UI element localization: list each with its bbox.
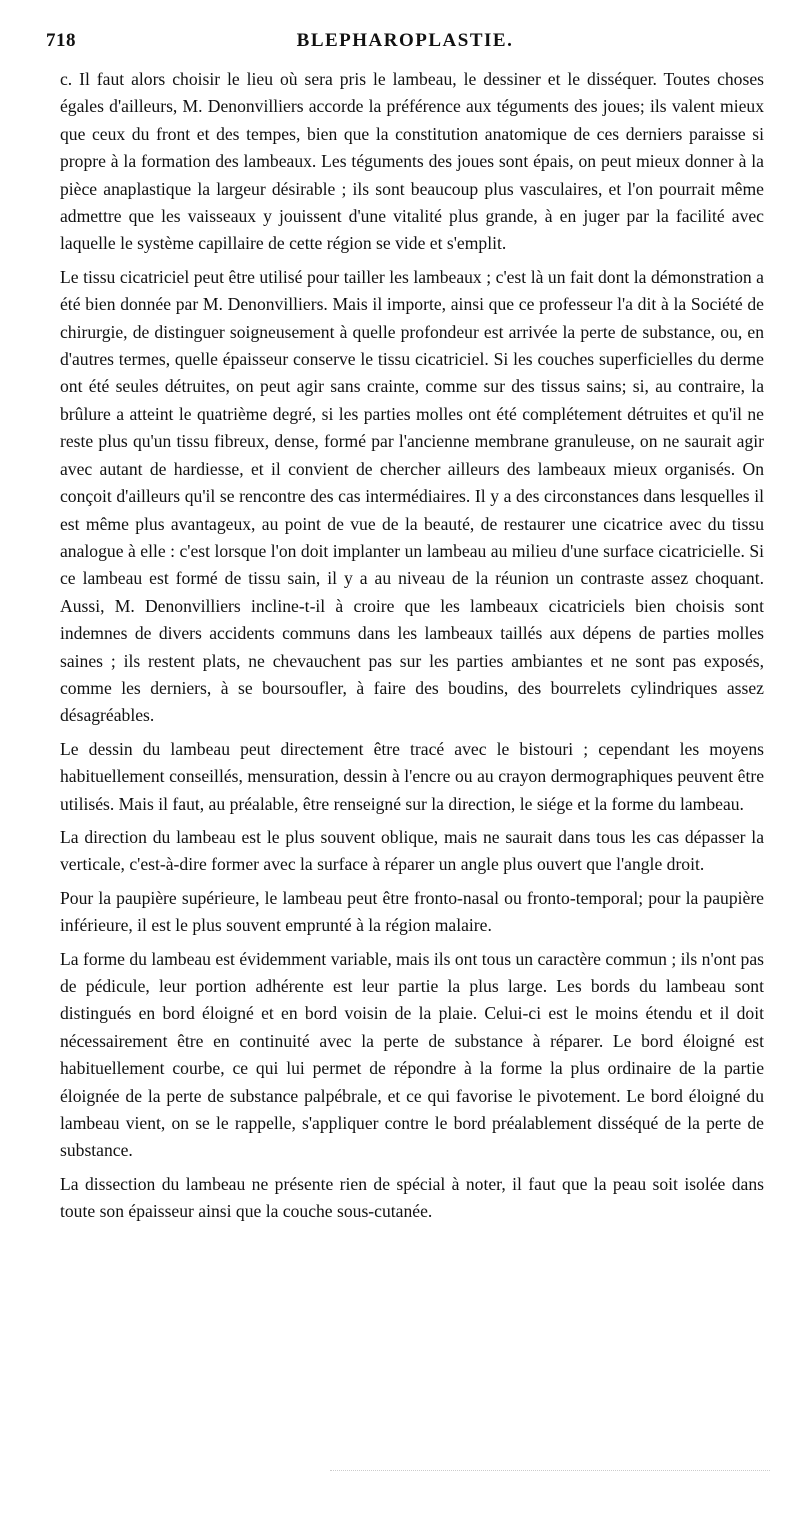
running-title: BLEPHAROPLASTIE. — [296, 30, 514, 51]
paragraph-direction-lambeau: La direction du lambeau est le plus souvent oblique, mais ne saurait dans tous les cas dépasser la verticale, c'est-à-dire former avec la surface à réparer un angle plus ouvert que l'angle droit. — [60, 826, 764, 875]
paragraph-dessin-lambeau: Le dessin du lambeau peut directement être tracé avec le bistouri ; cependant les moyens habituellement conseillés, mensuration, dessin à l'encre ou au crayon dermographiques peuvent être utilisés. Mais il faut, au préalable, être renseigné sur la direction, le siége et la forme du lambeau. — [60, 738, 764, 814]
paragraph-dissection-lambeau: La dissection du lambeau ne présente rien de spécial à noter, il faut que la peau soit isolée dans toute son épaisseur ainsi que la couche sous-cutanée. — [60, 1173, 764, 1222]
footer-rule — [330, 1470, 770, 1479]
body-text — [60, 66, 764, 1232]
paragraph-forme-lambeau: La forme du lambeau est évidemment variable, mais ils ont tous un caractère commun ; ils n'ont pas de pédicule, leur portion adhérente est leur partie la plus large. Les bords du lambeau sont distingués en bord éloigné et en bord voisin de la plaie. Celui-ci est le moins étendu et il doit nécessairement être en continuité avec la perte de substance à réparer. Le bord éloigné est habituellement courbe, ce qui lui permet de répondre à la forme la plus ordinaire de la partie éloignée de la perte de substance palpébrale, et ce qui favorise le pivotement. Le bord éloigné du lambeau vient, on se le rappelle, s'appliquer contre le bord préalablement disséqué de la perte de substance. — [60, 948, 764, 1161]
paragraph-choix-lambeau: c. Il faut alors choisir le lieu où sera pris le lambeau, le dessiner et le disséquer. Toutes choses égales d'ailleurs, M. Denonvilliers accorde la préférence aux téguments des joues; ils valent mieux que ceux du front et des tempes, bien que la constitution anatomique de ces derniers paraisse si propre à la formation des lambeaux. Les téguments des joues sont épais, on peut mieux donner à la pièce anaplastique la largeur désirable ; ils sont beaucoup plus vasculaires, et l'on pourrait même admettre que les vaisseaux y jouissent d'une vitalité plus grande, à en juger par la facilité avec laquelle le système capillaire de cette région se vide et s'emplit. — [60, 69, 764, 254]
paragraph-tissu-cicatriciel: Le tissu cicatriciel peut être utilisé pour tailler les lambeaux ; c'est là un fait dont la démonstration a été bien donnée par M. Denonvilliers. Mais il importe, ainsi que ce professeur l'a dit à la Société de chirurgie, de distinguer soigneusement à quelle profondeur est arrivée la perte de substance, ou, en d'autres termes, quelle épaisseur conserve le tissu cicatriciel. Si les couches superficielles du derme ont été seules détruites, on peut agir sans crainte, comme sur des tissus sains; si, au contraire, la brûlure a atteint le quatrième degré, si les parties molles ont été complétement détruites et qu'il ne reste plus qu'un tissu fibreux, dense, formé par l'ancienne membrane granuleuse, on ne saurait agir avec autant de hardiesse, et il convient de chercher ailleurs des lambeaux mieux organisés. On conçoit d'ailleurs qu'il se rencontre des cas intermédiaires. Il y a des circonstances dans lesquelles il est même plus avantageux, au point de vue de la beauté, de restaurer une cicatrice avec du tissu analogue à elle : c'est lorsque l'on doit implanter un lambeau au milieu d'une surface cicatricielle. Si ce lambeau est formé de tissu sain, il y a au niveau de la réunion un contraste assez choquant. Aussi, M. Denonvilliers incline-t-il à croire que les lambeaux cicatriciels bien choisis sont indemnes de divers accidents communs dans les lambeaux taillés aux dépens de parties molles saines ; ils restent plats, ne chevauchent pas sur les parties ambiantes et ne sont pas exposés, comme les derniers, à se boursoufler, à faire des boudins, des bourrelets cylindriques assez désagréables. — [60, 266, 764, 726]
page-number: 718 — [46, 30, 76, 51]
page-header — [46, 30, 764, 60]
paragraph-paupieres: Pour la paupière supérieure, le lambeau peut être fronto-nasal ou fronto-temporal; pour la paupière inférieure, il est le plus souvent emprunté à la région malaire. — [60, 887, 764, 936]
